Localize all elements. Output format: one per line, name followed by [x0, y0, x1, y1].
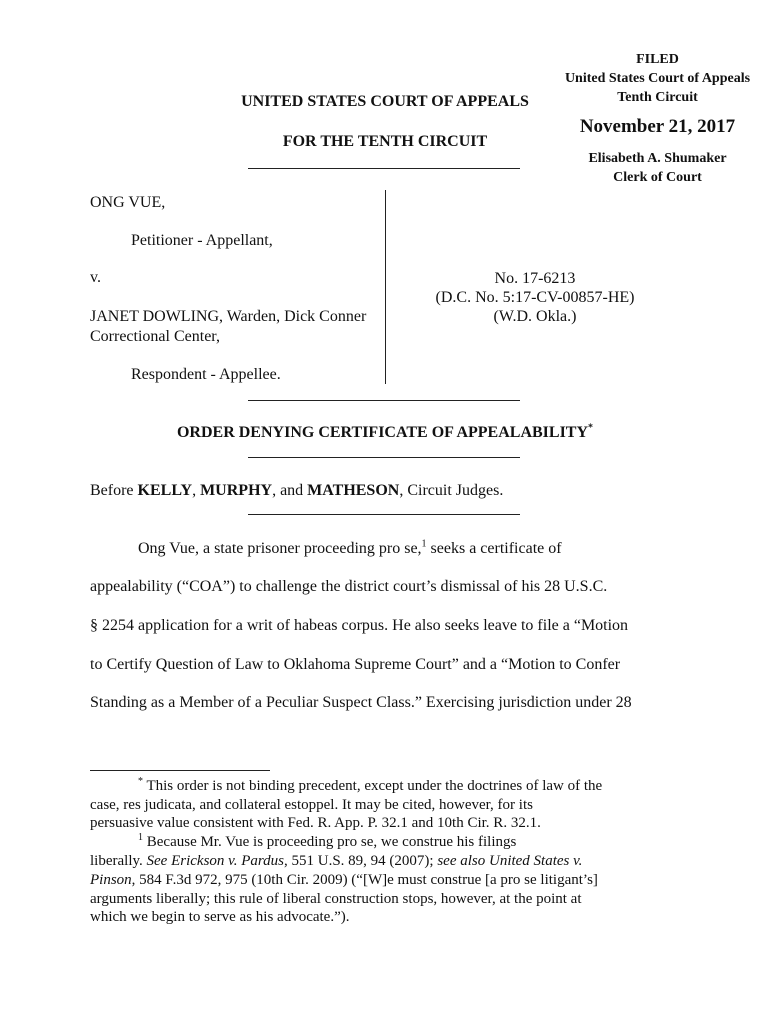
- judge-matheson: MATHESON: [307, 482, 400, 499]
- filed-label: FILED: [636, 52, 679, 67]
- petitioner-role: Petitioner - Appellant,: [131, 232, 273, 249]
- citation-united-states: see also United States v.: [437, 853, 583, 869]
- body-line-3: § 2254 application for a writ of habeas corpus. He also seeks leave to file a “Motion: [90, 617, 629, 634]
- body-line-1-text: Ong Vue, a state prisoner proceeding pro se,: [138, 540, 422, 557]
- citation-pinson: Pinson: [90, 872, 132, 888]
- body-line-1: [138, 540, 562, 558]
- clerk-name: Elisabeth A. Shumaker: [588, 151, 727, 166]
- footnote-1-ref: 1: [421, 538, 427, 550]
- caption-divider: [385, 190, 386, 384]
- stamp-circuit: Tenth Circuit: [617, 90, 698, 105]
- footnote-separator: [90, 770, 270, 771]
- respondent-name-line1: JANET DOWLING, Warden, Dick Conner: [90, 308, 367, 325]
- filed-stamp: [545, 50, 770, 187]
- stamp-court: United States Court of Appeals: [564, 71, 751, 86]
- body-line-5: Standing as a Member of a Peculiar Suspect Class.” Exercising jurisdiction under 28: [90, 694, 632, 711]
- body-line-4: to Certify Question of Law to Oklahoma Supreme Court” and a “Motion to Confer: [90, 656, 621, 673]
- judge-murphy: MURPHY: [200, 482, 273, 499]
- court-name: UNITED STATES COURT OF APPEALS: [241, 93, 529, 110]
- petitioner-name: ONG VUE,: [90, 194, 166, 211]
- panel-rule: [248, 514, 520, 515]
- versus: v.: [90, 269, 101, 286]
- footnote-1-line-4: arguments liberally; this rule of liberal construction stops, however, at the point at: [90, 891, 582, 907]
- panel-sep1: ,: [192, 482, 201, 499]
- footnote-star-line-3: persuasive value consistent with Fed. R. App. P. 32.1 and 10th Cir. R. 32.1.: [90, 815, 541, 831]
- footnote-1-line-5: which we begin to serve as his advocate.”).: [90, 909, 350, 925]
- footnote-1-marker: 1: [138, 832, 143, 843]
- footnote-star-line-2: case, res judicata, and collateral estoppel. It may be cited, however, for its: [90, 797, 533, 813]
- body-line-2: appealability (“COA”) to challenge the district court’s dismissal of his 28 U.S.C.: [90, 578, 608, 595]
- footnote-1-line-1: [138, 834, 516, 851]
- order-title-text: ORDER DENYING CERTIFICATE OF APPEALABILITY: [176, 424, 589, 441]
- footnote-star-text: This order is not binding precedent, except under the doctrines of law of the: [143, 778, 603, 794]
- judge-kelly: KELLY: [137, 482, 193, 499]
- district: (W.D. Okla.): [493, 308, 577, 325]
- citation-erickson: See Erickson v. Pardus: [146, 853, 284, 869]
- footnote-1-line-2: [90, 853, 582, 870]
- footnote-1-line-3: [90, 872, 598, 889]
- district-court-number: (D.C. No. 5:17-CV-00857-HE): [435, 289, 635, 306]
- title-footnote-marker: *: [588, 422, 594, 434]
- panel-suffix: , Circuit Judges.: [399, 482, 504, 499]
- footnote-1-text: Because Mr. Vue is proceeding pro se, we construe his filings: [143, 834, 517, 850]
- footnote-1-line-2-text-cont: , 551 U.S. 89, 94 (2007);: [283, 853, 438, 869]
- panel-sep2: , and: [272, 482, 308, 499]
- panel-line: [90, 482, 503, 500]
- caption-bottom-rule: [248, 400, 520, 401]
- circuit-name: FOR THE TENTH CIRCUIT: [282, 133, 488, 150]
- footnote-star-marker: *: [138, 776, 143, 787]
- respondent-role: Respondent - Appellee.: [131, 366, 281, 383]
- footnote-star-line-1: [138, 778, 602, 795]
- filed-date: November 21, 2017: [579, 116, 736, 137]
- respondent-name-line2: Correctional Center,: [90, 328, 220, 345]
- footnote-1-line-3-text: , 584 F.3d 972, 975 (10th Cir. 2009) (“[W]e must construe [a pro se litigant’s]: [131, 872, 598, 888]
- panel-before: Before: [90, 482, 138, 499]
- clerk-title: Clerk of Court: [613, 170, 702, 185]
- case-number: No. 17-6213: [494, 270, 576, 287]
- header-rule: [248, 168, 520, 169]
- title-rule: [248, 457, 520, 458]
- footnote-1-line-2-text: liberally.: [90, 853, 147, 869]
- body-line-1-text-cont: seeks a certificate of: [426, 540, 562, 557]
- order-title: [90, 424, 680, 442]
